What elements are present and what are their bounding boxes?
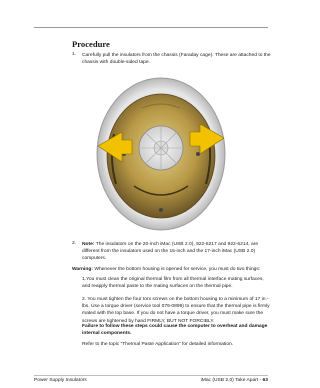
footer-page-info: [201, 378, 268, 383]
warning-note-2: 2. You must tighten the four torx screws on the bottom housing to a minimum of 17 in.-lbs. Use a torque driver (service tool 076-0899) to ensure that the thermal pipe is firmly mated with the top base. If you do not have a torque driver, you must make sure the screws are tightened by hand FIRMLY, BUT NOT FORCIBLY.: [82, 297, 270, 324]
step-2-text: [82, 241, 272, 263]
warning-note-1: 1.You must clean the original thermal film from all thermal interface mating surfaces, and reapply thermal paste to the mating surfaces on the thermal pipe.: [82, 277, 264, 290]
footer-doc-title: iMac (USB 2.0) Take Apart -: [200, 378, 263, 383]
page-heading: Procedure: [72, 39, 110, 49]
warning-label: Warning:: [72, 267, 94, 272]
warning-reference-text: Refer to the topic “Thermal Paste Application” for detailed information.: [82, 342, 234, 347]
note-text: The insulators on the 20-inch iMac (USB 2.0), 922-6217 and 922-6214, are different from the insulators used on the 15-inch and the 17-inch iMac (USB 2.0) computers.: [82, 242, 259, 262]
warning-line: [72, 266, 277, 273]
note-label: Note:: [82, 242, 95, 247]
bottom-rule: [34, 375, 268, 376]
chassis-insulator-photo: [94, 74, 228, 234]
step-2-number: 2.: [72, 241, 77, 246]
footer-section-title: Power Supply Insulators: [34, 378, 87, 383]
top-rule: [34, 27, 268, 28]
footer-page-number: 63: [262, 378, 268, 383]
warning-failure-text: Failure to follow these steps could cause the computer to overheat and damage internal components.: [82, 324, 268, 337]
step-1-number: 1.: [72, 52, 77, 57]
warning-text: Whenever the bottom housing is opened for service, you must do two things:: [93, 267, 261, 272]
step-1-text: Carefully pull the insulators from the chassis (Faraday cage). These are attached to the chassis with double-sided tape.: [82, 53, 271, 66]
